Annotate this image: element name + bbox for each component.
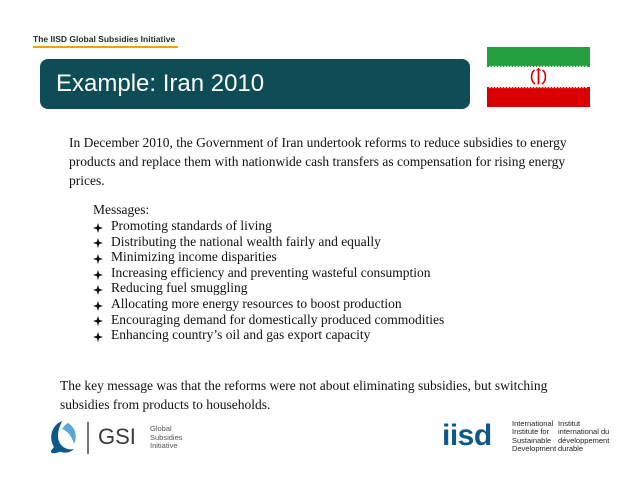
list-item-text: Enhancing country’s oil and gas export capacity bbox=[111, 327, 371, 343]
list-item-text: Minimizing income disparities bbox=[111, 249, 277, 265]
iisd-logo bbox=[442, 419, 610, 455]
org-label: The IISD Global Subsidies Initiative bbox=[33, 34, 176, 44]
messages-label: Messages: bbox=[93, 202, 150, 217]
header-rule bbox=[33, 46, 178, 48]
iisd-fr-line: Institut bbox=[558, 419, 581, 428]
iisd-en-line: Sustainable bbox=[512, 435, 552, 445]
list-item bbox=[93, 249, 444, 265]
gsi-line-3: Initiative bbox=[150, 441, 178, 450]
list-item bbox=[93, 234, 444, 250]
iran-flag-icon bbox=[487, 47, 590, 107]
gsi-divider bbox=[87, 422, 89, 454]
iisd-fr-line: développement bbox=[558, 435, 610, 445]
diamond-bullet-icon bbox=[93, 221, 103, 231]
diamond-bullet-icon bbox=[93, 268, 103, 278]
list-item-text: Increasing efficiency and preventing wasteful consumption bbox=[111, 264, 431, 280]
diamond-bullet-icon bbox=[93, 299, 103, 309]
gsi-swirl-icon bbox=[48, 419, 80, 455]
diamond-bullet-icon bbox=[93, 314, 103, 324]
intro-paragraph: In December 2010, the Government of Iran undertook reforms to reduce subsidies to energy products and replace them with nationwide cash transfers as compensation for rising energy prices. bbox=[69, 135, 567, 188]
iisd-en-line: Institute for bbox=[512, 427, 550, 437]
list-item bbox=[93, 312, 444, 328]
iisd-fr-line: international du bbox=[558, 427, 610, 437]
gsi-logo bbox=[48, 419, 183, 459]
diamond-bullet-icon bbox=[93, 252, 103, 262]
gsi-line-1: Global bbox=[150, 424, 172, 433]
iisd-wordmark: iisd bbox=[442, 419, 492, 452]
conclusion-paragraph: The key message was that the reforms were not about eliminating subsidies, but switching subsidies from products to households. bbox=[60, 378, 548, 412]
list-item-text: Distributing the national wealth fairly and equally bbox=[111, 233, 381, 249]
title-bar bbox=[40, 59, 470, 109]
list-item bbox=[93, 218, 444, 234]
diamond-bullet-icon bbox=[93, 330, 103, 340]
messages-list bbox=[93, 218, 444, 343]
slide-title: Example: Iran 2010 bbox=[56, 70, 265, 97]
iisd-fr-line: durable bbox=[558, 444, 584, 454]
iisd-en-line: Development bbox=[512, 444, 557, 454]
iisd-french-name bbox=[558, 420, 609, 454]
list-item-text: Promoting standards of living bbox=[111, 218, 272, 233]
gsi-abbr: GSI bbox=[98, 424, 136, 449]
diamond-bullet-icon bbox=[93, 283, 103, 293]
list-item bbox=[93, 280, 444, 296]
diamond-bullet-icon bbox=[93, 236, 103, 246]
list-item-text: Encouraging demand for domestically produced commodities bbox=[111, 311, 445, 327]
list-item bbox=[93, 296, 444, 312]
gsi-line-2: Subsidies bbox=[150, 432, 183, 442]
list-item bbox=[93, 265, 444, 281]
iisd-en-line: International bbox=[512, 419, 554, 428]
list-item bbox=[93, 327, 444, 343]
iisd-english-name bbox=[512, 420, 556, 454]
list-item-text: Allocating more energy resources to boost production bbox=[111, 295, 402, 311]
gsi-subtitle bbox=[150, 425, 183, 451]
list-item-text: Reducing fuel smuggling bbox=[111, 280, 248, 296]
